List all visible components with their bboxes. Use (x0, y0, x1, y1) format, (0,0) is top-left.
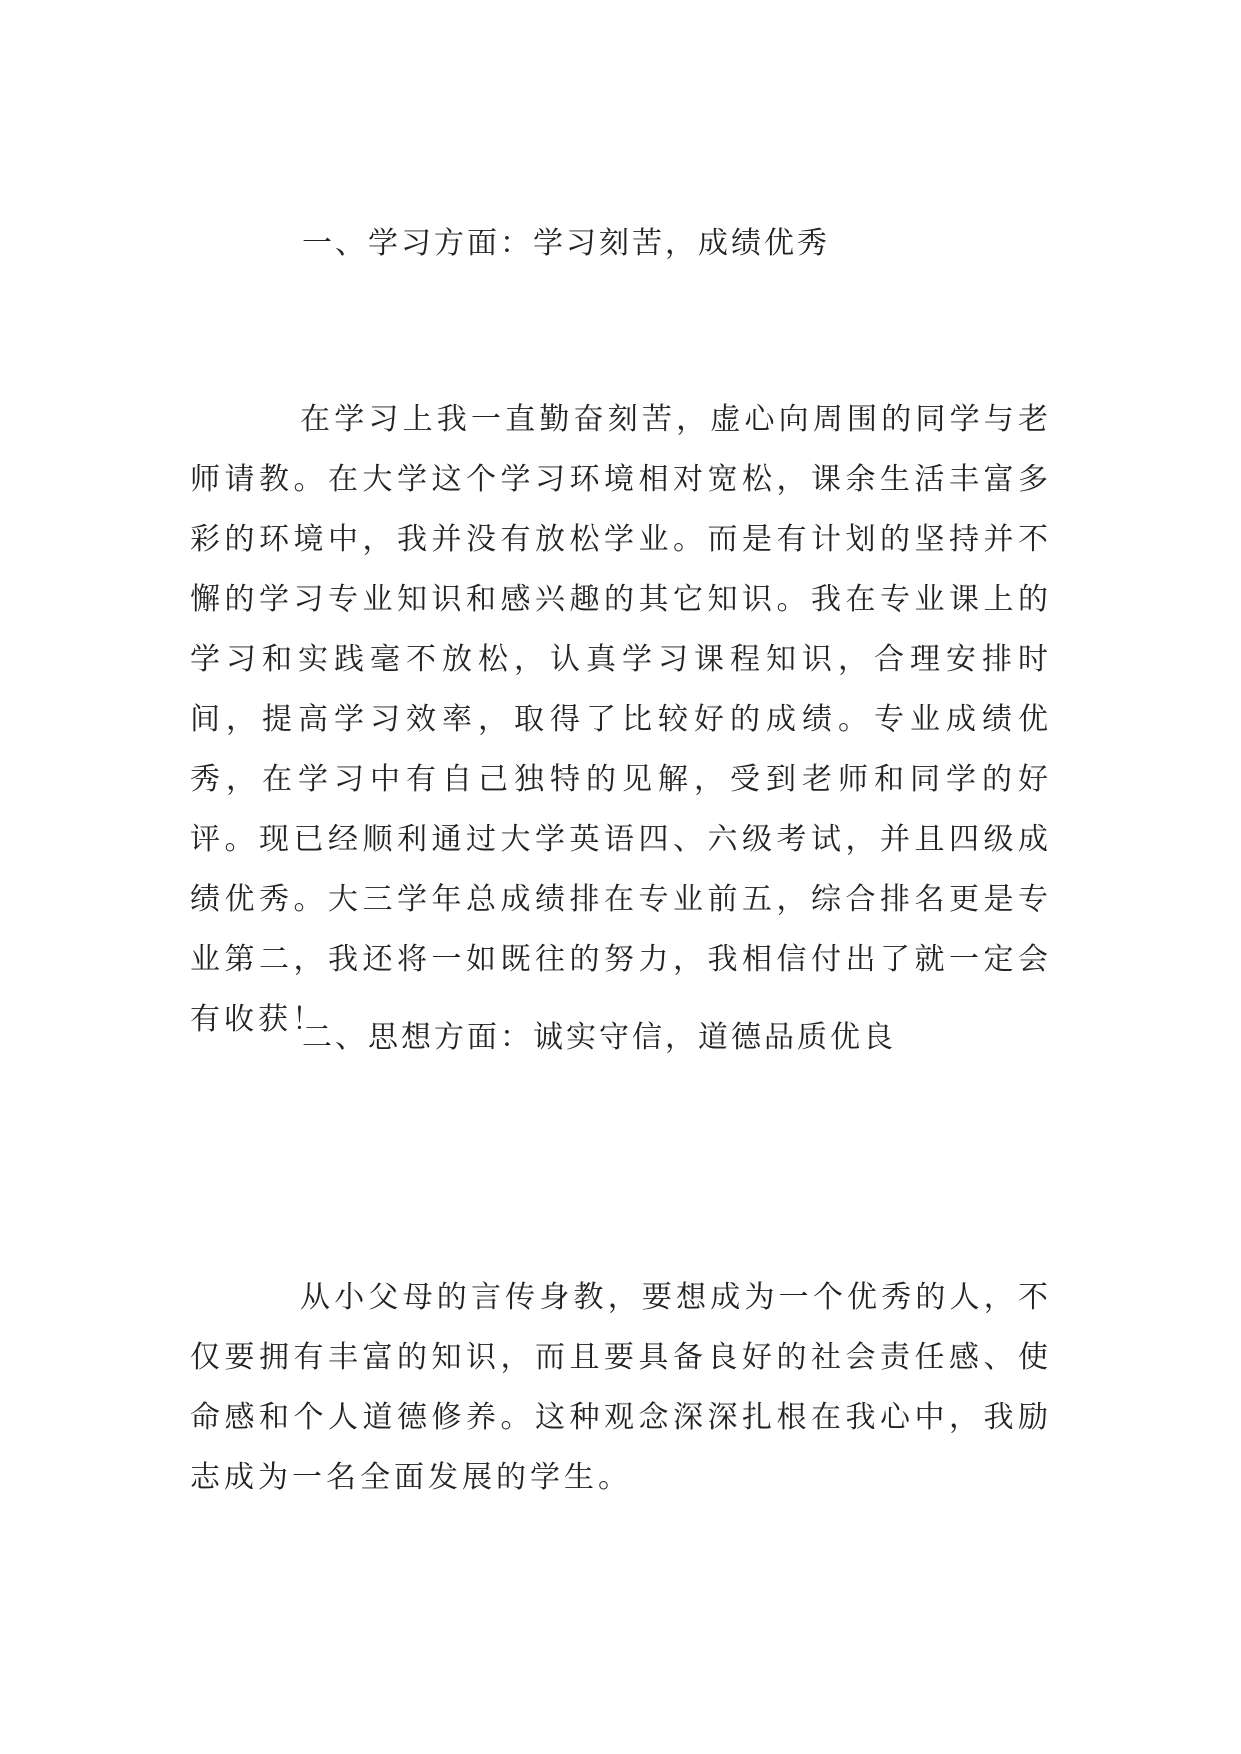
section-paragraph-ideology: 从小父母的言传身教，要想成为一个优秀的人，不仅要拥有丰富的知识，而且要具备良好的社会责任感、使命感和个人道德修养。这种观念深深扎根在我心中，我励志成为一名全面发展的学生。 (190, 1280, 1052, 1495)
section-heading-ideology: 二、思想方面：诚实守信，道德品质优良 (302, 1020, 896, 1055)
section-paragraph-study: 在学习上我一直勤奋刻苦，虚心向周围的同学与老师请教。在大学这个学习环境相对宽松，课余生活丰富多彩的环境中，我并没有放松学业。而是有计划的坚持并不懈的学习专业知识和感兴趣的其它知识。我在专业课上的学习和实践毫不放松，认真学习课程知识，合理安排时间，提高学习效率，取得了比较好的成绩。专业成绩优秀，在学习中有自己独特的见解，受到老师和同学的好评。现已经顺利通过大学英语四、六级考试，并且四级成绩优秀。大三学年总成绩排在专业前五，综合排名更是专业第二，我还将一如既往的努力，我相信付出了就一定会有收获！ (190, 402, 1052, 1037)
section-heading-study: 一、学习方面：学习刻苦，成绩优秀 (302, 226, 830, 261)
